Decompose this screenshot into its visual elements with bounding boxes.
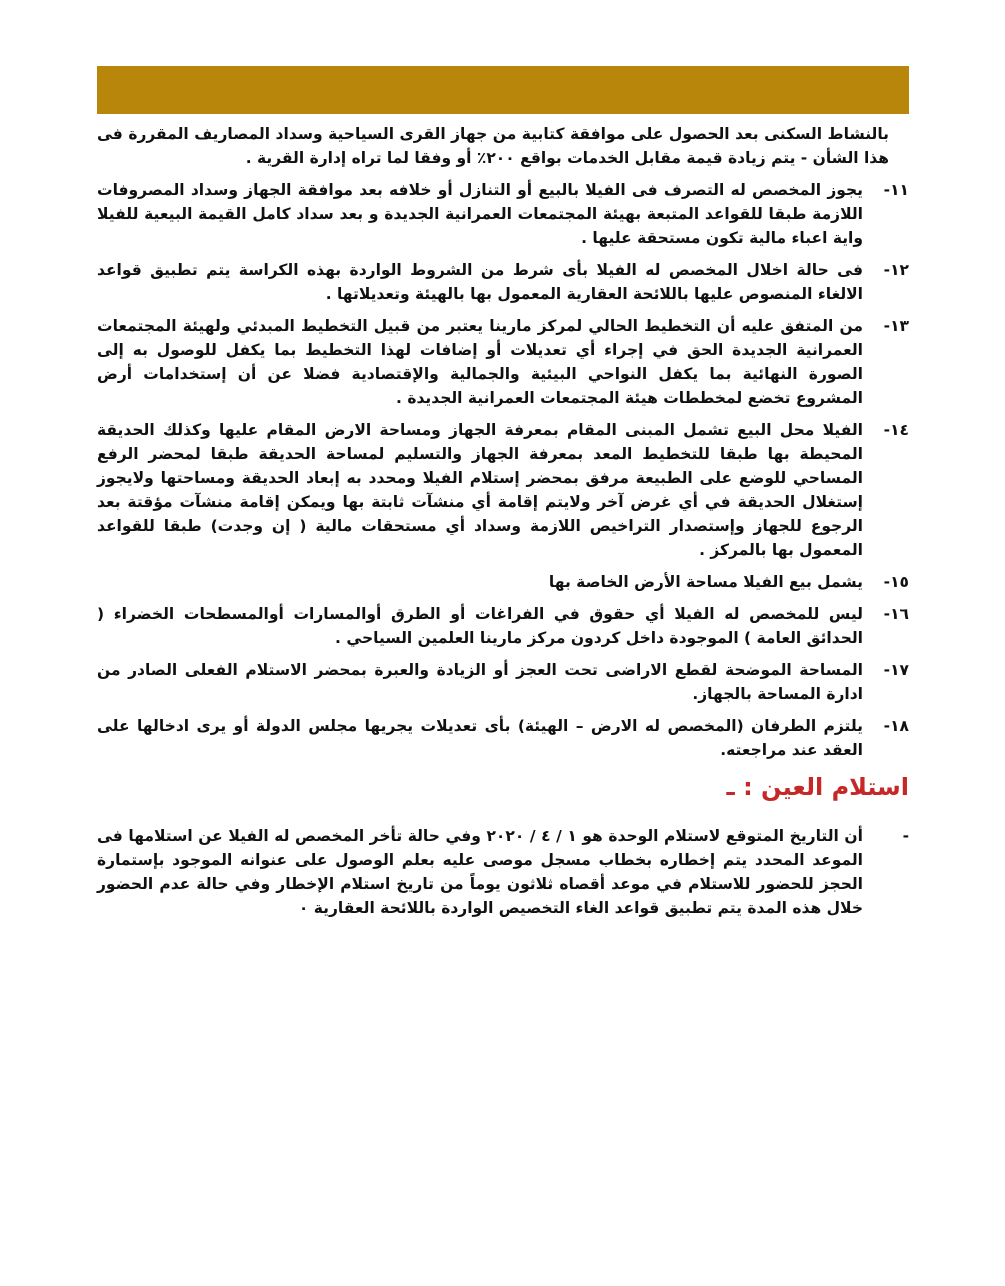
clause-text: ليس للمخصص له الفيلا أي حقوق في الفراغات أو الطرق أوالمسارات أوالمسطحات الخضراء ( الحدائق العامة ) الموجودة داخل كردون مركز مارينا العلمين السياحي . xyxy=(97,605,863,647)
clause-text: المساحة الموضحة لقطع الاراضى تحت العجز أو الزيادة والعبرة بمحضر الاستلام الفعلى الصادر من ادارة المساحة بالجهاز. xyxy=(97,661,863,703)
bullet-dash: - xyxy=(902,827,909,845)
handover-text: أن التاريخ المتوقع لاستلام الوحدة هو ١ / ٤ / ٢٠٢٠ وفي حالة تأخر المخصص له الفيلا عن استلامها فى الموعد المحدد يتم إخطاره بخطاب مسجل موصى عليه بعلم الوصول على عنوانه الموجود بإستمارة الحجز للحضور للاستلام في موعد أقصاه ثلاثون يوماً من تاريخ استلام الإخطار وفي حالة عدم الحضور خلال هذه المدة يتم تطبيق قواعد الغاء التخصيص الواردة باللائحة العقارية ٠ xyxy=(97,827,863,917)
clause-text: الفيلا محل البيع تشمل المبنى المقام بمعرفة الجهاز ومساحة الارض المقام عليها وكذلك الحديقة المحيطة بها طبقا للتخطيط المعد بمعرفة الجهاز والتسليم لمساحة الحديقة طبقا لمحضر الرفع المساحي للوضع على الطبيعة مرفق بمحضر إستلام الفيلا ومحدد به إبعاد الحديقة ومساحتها ولايجوز إستغلال الحديقة في أي غرض آخر ولايتم إقامة أي منشآت ثابتة بها ويمكن إقامة منشآت مؤقتة بعد الرجوع للجهاز وإستصدار التراخيص اللازمة وسداد أي مستحقات مالية ( إن وجدت) طبقا للقواعد المعمول بها بالمركز . xyxy=(97,421,863,559)
header-bar xyxy=(97,66,909,114)
clause-11 xyxy=(97,178,909,250)
clause-16 xyxy=(97,602,909,650)
clause-text: يلتزم الطرفان (المخصص له الارض – الهيئة) بأى تعديلات يجريها مجلس الدولة أو يرى ادخالها على العقد عند مراجعته. xyxy=(97,717,863,759)
clause-14 xyxy=(97,418,909,562)
clause-12 xyxy=(97,258,909,306)
clause-number: ١٥- xyxy=(883,573,909,591)
clause-number: ١٨- xyxy=(883,717,909,735)
clause-number: ١١- xyxy=(883,181,909,199)
clause-text: من المتفق عليه أن التخطيط الحالي لمركز مارينا يعتبر من قبيل التخطيط المبدئي ولهيئة المجتمعات العمرانية الجديدة الحق في إجراء أي تعديلات أو إضافات لهذا التخطيط بما يكفل للوصول به إلى الصورة النهائية بما يكفل النواحي البيئية والجمالية والإقتصادية فضلا عن أن إستخدامات أرض المشروع تخضع لمخططات هيئة المجتمعات العمرانية الجديدة . xyxy=(97,317,863,407)
clause-number: ١٦- xyxy=(883,605,909,623)
clause-13 xyxy=(97,314,909,410)
clause-number: ١٢- xyxy=(883,261,909,279)
clause-text: يشمل بيع الفيلا مساحة الأرض الخاصة بها xyxy=(548,573,863,591)
clause-number: ١٣- xyxy=(883,317,909,335)
intro-paragraph: بالنشاط السكنى بعد الحصول على موافقة كتابية من جهاز القرى السياحية وسداد المصاريف المقررة فى هذا الشأن - يتم زيادة قيمة مقابل الخدمات بواقع ٢٠٠٪ أو وفقا لما تراه إدارة القرية . xyxy=(97,125,889,167)
handover-paragraph xyxy=(97,824,909,920)
section-heading: استلام العين : ـ xyxy=(726,773,909,801)
clause-number: ١٧- xyxy=(883,661,909,679)
clause-text: يجوز المخصص له التصرف فى الفيلا بالبيع أو التنازل أو خلافه بعد موافقة الجهاز وسداد المصروفات اللازمة طبقا للقواعد المتبعة بهيئة المجتمعات العمرانية الجديدة و بعد سداد كامل القيمة البيعية للفيلا واية اعباء مالية تكون مستحقة عليها . xyxy=(97,181,863,247)
clause-text: فى حالة اخلال المخصص له الفيلا بأى شرط من الشروط الواردة بهذه الكراسة يتم تطبيق قواعد الالغاء المنصوص عليها باللائحة العقارية المعمول بها بالهيئة وتعديلاتها . xyxy=(97,261,863,303)
document-body xyxy=(97,122,909,920)
clause-17 xyxy=(97,658,909,706)
clause-number: ١٤- xyxy=(883,421,909,439)
clause-15 xyxy=(97,570,909,594)
clause-18 xyxy=(97,714,909,762)
